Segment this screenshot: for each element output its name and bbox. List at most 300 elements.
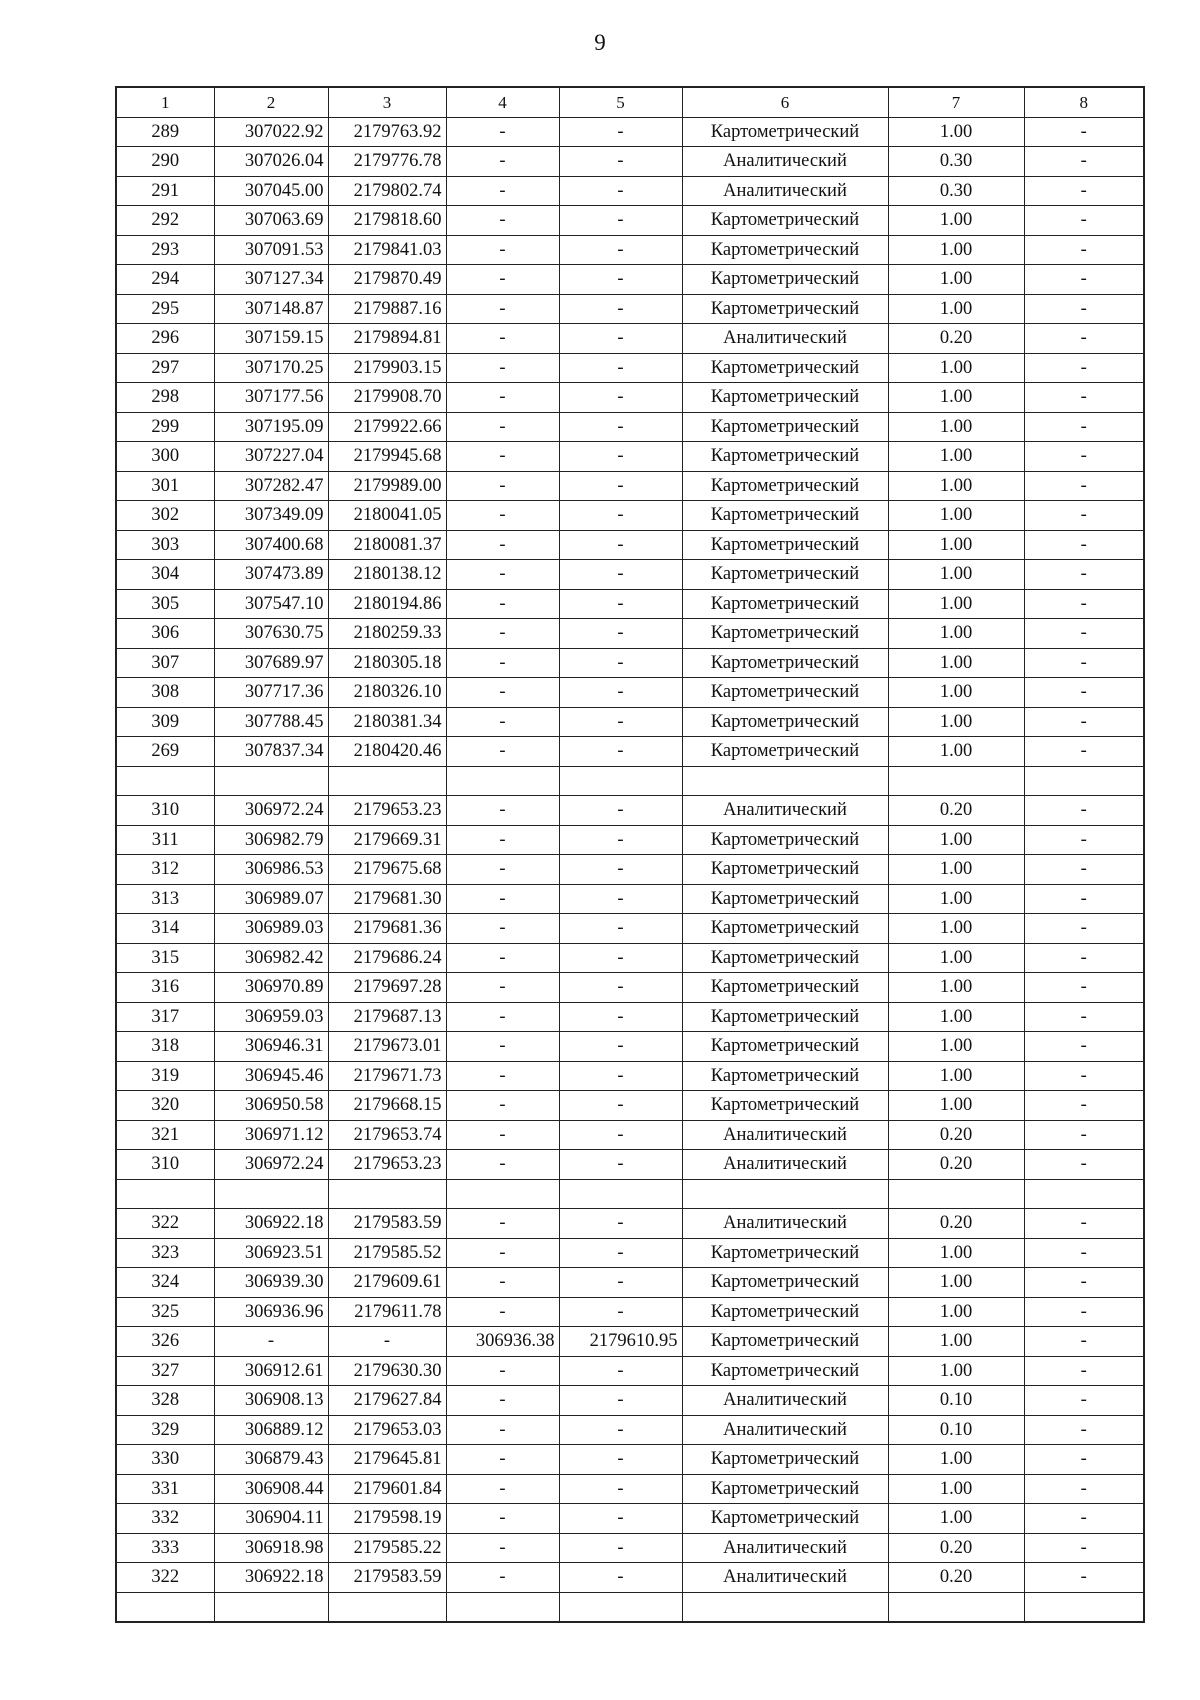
table-row [116, 324, 1144, 354]
x-alt-cell: - [446, 1356, 559, 1386]
table-row [116, 707, 1144, 737]
point-number-cell: 293 [116, 235, 214, 265]
description-cell: - [1024, 1002, 1144, 1032]
table-row [116, 796, 1144, 826]
method-cell: Картометрический [682, 1032, 888, 1062]
x-alt-cell: - [446, 442, 559, 472]
description-cell: - [1024, 825, 1144, 855]
accuracy-cell: 1.00 [888, 265, 1024, 295]
y-alt-cell: - [559, 530, 682, 560]
x-coordinate-cell: 307837.34 [214, 737, 328, 767]
y-alt-cell: - [559, 1533, 682, 1563]
description-cell: - [1024, 943, 1144, 973]
table-row [116, 1327, 1144, 1357]
x-coordinate-cell: 307063.69 [214, 206, 328, 236]
method-cell: Картометрический [682, 560, 888, 590]
y-coordinate-cell: 2179697.28 [328, 973, 446, 1003]
method-cell: Аналитический [682, 147, 888, 177]
y-alt-cell: - [559, 1209, 682, 1239]
x-alt-cell: - [446, 943, 559, 973]
x-coordinate-cell: 306950.58 [214, 1091, 328, 1121]
point-number-cell: 321 [116, 1120, 214, 1150]
x-coordinate-cell: 306972.24 [214, 796, 328, 826]
x-alt-cell: - [446, 619, 559, 649]
description-cell: - [1024, 353, 1144, 383]
method-cell: Картометрический [682, 943, 888, 973]
x-coordinate-cell [214, 1592, 328, 1622]
x-alt-cell: - [446, 235, 559, 265]
table-header-row [116, 87, 1144, 117]
method-cell: Аналитический [682, 1150, 888, 1180]
y-alt-cell: - [559, 737, 682, 767]
method-cell: Картометрический [682, 1474, 888, 1504]
x-coordinate-cell: 307045.00 [214, 176, 328, 206]
description-cell: - [1024, 471, 1144, 501]
x-coordinate-cell: 306904.11 [214, 1504, 328, 1534]
x-coordinate-cell: 307630.75 [214, 619, 328, 649]
accuracy-cell: 0.20 [888, 1120, 1024, 1150]
x-alt-cell: - [446, 1474, 559, 1504]
table-row [116, 1297, 1144, 1327]
accuracy-cell: 1.00 [888, 353, 1024, 383]
x-alt-cell: - [446, 206, 559, 236]
y-coordinate-cell: 2179675.68 [328, 855, 446, 885]
x-alt-cell: - [446, 1032, 559, 1062]
method-cell: Картометрический [682, 294, 888, 324]
x-alt-cell: - [446, 383, 559, 413]
accuracy-cell: 0.10 [888, 1415, 1024, 1445]
y-coordinate-cell: 2180194.86 [328, 589, 446, 619]
description-cell: - [1024, 1238, 1144, 1268]
point-number-cell: 320 [116, 1091, 214, 1121]
x-coordinate-cell: 307159.15 [214, 324, 328, 354]
table-row [116, 235, 1144, 265]
y-coordinate-cell: 2179687.13 [328, 1002, 446, 1032]
y-alt-cell: - [559, 1238, 682, 1268]
description-cell: - [1024, 1533, 1144, 1563]
point-number-cell: 323 [116, 1238, 214, 1268]
table-row [116, 560, 1144, 590]
table-row [116, 1120, 1144, 1150]
point-number-cell: 292 [116, 206, 214, 236]
y-alt-cell [559, 1179, 682, 1209]
table-row [116, 1032, 1144, 1062]
accuracy-cell: 1.00 [888, 1091, 1024, 1121]
accuracy-cell: 1.00 [888, 1474, 1024, 1504]
x-alt-cell: - [446, 471, 559, 501]
point-number-cell [116, 766, 214, 796]
column-header: 8 [1024, 87, 1144, 117]
description-cell: - [1024, 678, 1144, 708]
x-alt-cell: - [446, 294, 559, 324]
column-header: 2 [214, 87, 328, 117]
y-alt-cell: - [559, 147, 682, 177]
y-alt-cell: - [559, 1091, 682, 1121]
description-cell: - [1024, 117, 1144, 147]
y-coordinate-cell: 2179668.15 [328, 1091, 446, 1121]
y-alt-cell: - [559, 471, 682, 501]
description-cell: - [1024, 1386, 1144, 1416]
x-alt-cell: - [446, 796, 559, 826]
accuracy-cell: 1.00 [888, 1061, 1024, 1091]
y-alt-cell: - [559, 707, 682, 737]
x-coordinate-cell: 306986.53 [214, 855, 328, 885]
x-coordinate-cell: 307195.09 [214, 412, 328, 442]
description-cell: - [1024, 648, 1144, 678]
column-header: 4 [446, 87, 559, 117]
x-alt-cell: - [446, 589, 559, 619]
x-coordinate-cell: 306982.42 [214, 943, 328, 973]
method-cell [682, 1179, 888, 1209]
y-alt-cell: - [559, 1002, 682, 1032]
x-coordinate-cell: 306989.03 [214, 914, 328, 944]
x-alt-cell: - [446, 825, 559, 855]
y-coordinate-cell: 2179653.23 [328, 796, 446, 826]
y-coordinate-cell: 2179583.59 [328, 1209, 446, 1239]
x-alt-cell: - [446, 1533, 559, 1563]
method-cell: Картометрический [682, 1445, 888, 1475]
description-cell: - [1024, 1061, 1144, 1091]
accuracy-cell: 1.00 [888, 707, 1024, 737]
x-coordinate-cell: 306982.79 [214, 825, 328, 855]
point-number-cell: 311 [116, 825, 214, 855]
y-alt-cell: - [559, 943, 682, 973]
y-alt-cell: - [559, 1356, 682, 1386]
y-coordinate-cell: 2180305.18 [328, 648, 446, 678]
x-alt-cell: - [446, 914, 559, 944]
x-coordinate-cell: 307026.04 [214, 147, 328, 177]
x-coordinate-cell: 307091.53 [214, 235, 328, 265]
point-number-cell: 269 [116, 737, 214, 767]
y-coordinate-cell: 2179673.01 [328, 1032, 446, 1062]
x-coordinate-cell: 307177.56 [214, 383, 328, 413]
y-coordinate-cell: 2179686.24 [328, 943, 446, 973]
point-number-cell: 324 [116, 1268, 214, 1298]
x-alt-cell: - [446, 973, 559, 1003]
description-cell: - [1024, 1297, 1144, 1327]
y-alt-cell: - [559, 648, 682, 678]
x-coordinate-cell: 307689.97 [214, 648, 328, 678]
table-row [116, 1150, 1144, 1180]
table-row [116, 1474, 1144, 1504]
point-number-cell: 331 [116, 1474, 214, 1504]
x-coordinate-cell: 307148.87 [214, 294, 328, 324]
table-row [116, 1563, 1144, 1593]
table-row [116, 147, 1144, 177]
x-alt-cell: - [446, 1091, 559, 1121]
point-number-cell [116, 1179, 214, 1209]
method-cell: Картометрический [682, 1356, 888, 1386]
y-coordinate-cell: 2179681.36 [328, 914, 446, 944]
accuracy-cell: 1.00 [888, 501, 1024, 531]
y-alt-cell [559, 766, 682, 796]
description-cell: - [1024, 1209, 1144, 1239]
y-coordinate-cell: 2179903.15 [328, 353, 446, 383]
accuracy-cell: 1.00 [888, 294, 1024, 324]
x-alt-cell: 306936.38 [446, 1327, 559, 1357]
description-cell: - [1024, 442, 1144, 472]
y-coordinate-cell [328, 1179, 446, 1209]
accuracy-cell [888, 1592, 1024, 1622]
table-row [116, 855, 1144, 885]
point-number-cell: 317 [116, 1002, 214, 1032]
accuracy-cell: 1.00 [888, 117, 1024, 147]
description-cell: - [1024, 1120, 1144, 1150]
accuracy-cell: 1.00 [888, 412, 1024, 442]
table-row [116, 678, 1144, 708]
accuracy-cell: 1.00 [888, 884, 1024, 914]
table-row [116, 1091, 1144, 1121]
table-row [116, 412, 1144, 442]
accuracy-cell: 1.00 [888, 914, 1024, 944]
table-row [116, 1445, 1144, 1475]
x-coordinate-cell: 306946.31 [214, 1032, 328, 1062]
method-cell: Картометрический [682, 825, 888, 855]
description-cell: - [1024, 589, 1144, 619]
x-coordinate-cell: - [214, 1327, 328, 1357]
accuracy-cell: 1.00 [888, 648, 1024, 678]
table-row [116, 1002, 1144, 1032]
y-coordinate-cell: 2179681.30 [328, 884, 446, 914]
accuracy-cell: 0.20 [888, 796, 1024, 826]
method-cell: Картометрический [682, 855, 888, 885]
y-alt-cell: - [559, 825, 682, 855]
method-cell [682, 1592, 888, 1622]
x-coordinate-cell [214, 766, 328, 796]
y-coordinate-cell: 2179870.49 [328, 265, 446, 295]
point-number-cell: 313 [116, 884, 214, 914]
description-cell: - [1024, 1504, 1144, 1534]
x-coordinate-cell: 307282.47 [214, 471, 328, 501]
y-coordinate-cell: 2179887.16 [328, 294, 446, 324]
accuracy-cell: 0.30 [888, 147, 1024, 177]
point-number-cell: 322 [116, 1563, 214, 1593]
description-cell: - [1024, 530, 1144, 560]
point-number-cell: 327 [116, 1356, 214, 1386]
point-number-cell: 294 [116, 265, 214, 295]
method-cell: Картометрический [682, 678, 888, 708]
y-alt-cell: - [559, 206, 682, 236]
point-number-cell: 290 [116, 147, 214, 177]
table-row [116, 1238, 1144, 1268]
accuracy-cell: 1.00 [888, 1268, 1024, 1298]
point-number-cell: 329 [116, 1415, 214, 1445]
x-coordinate-cell: 307400.68 [214, 530, 328, 560]
x-alt-cell: - [446, 1209, 559, 1239]
point-number-cell: 332 [116, 1504, 214, 1534]
accuracy-cell: 1.00 [888, 855, 1024, 885]
x-alt-cell: - [446, 1297, 559, 1327]
table-row [116, 117, 1144, 147]
y-alt-cell: - [559, 678, 682, 708]
y-alt-cell: - [559, 412, 682, 442]
method-cell: Картометрический [682, 619, 888, 649]
y-alt-cell: - [559, 1061, 682, 1091]
point-number-cell: 301 [116, 471, 214, 501]
table-row [116, 1209, 1144, 1239]
x-coordinate-cell: 306918.98 [214, 1533, 328, 1563]
method-cell: Картометрический [682, 589, 888, 619]
description-cell: - [1024, 796, 1144, 826]
point-number-cell: 318 [116, 1032, 214, 1062]
accuracy-cell: 1.00 [888, 678, 1024, 708]
accuracy-cell: 0.20 [888, 324, 1024, 354]
accuracy-cell: 1.00 [888, 206, 1024, 236]
y-coordinate-cell: 2179945.68 [328, 442, 446, 472]
y-alt-cell: - [559, 1445, 682, 1475]
table-row [116, 737, 1144, 767]
x-coordinate-cell: 306936.96 [214, 1297, 328, 1327]
point-number-cell: 308 [116, 678, 214, 708]
x-alt-cell: - [446, 412, 559, 442]
column-header: 5 [559, 87, 682, 117]
point-number-cell: 319 [116, 1061, 214, 1091]
x-alt-cell: - [446, 265, 559, 295]
y-coordinate-cell: 2179585.22 [328, 1533, 446, 1563]
x-coordinate-cell: 306971.12 [214, 1120, 328, 1150]
y-coordinate-cell: 2179645.81 [328, 1445, 446, 1475]
accuracy-cell: 1.00 [888, 737, 1024, 767]
table-row [116, 589, 1144, 619]
accuracy-cell: 1.00 [888, 1356, 1024, 1386]
x-alt-cell: - [446, 147, 559, 177]
description-cell: - [1024, 1091, 1144, 1121]
accuracy-cell: 1.00 [888, 1445, 1024, 1475]
x-coordinate-cell: 306945.46 [214, 1061, 328, 1091]
description-cell: - [1024, 1356, 1144, 1386]
y-alt-cell: - [559, 973, 682, 1003]
y-alt-cell: - [559, 1120, 682, 1150]
x-alt-cell: - [446, 1504, 559, 1534]
description-cell [1024, 766, 1144, 796]
description-cell: - [1024, 206, 1144, 236]
table-row [116, 1533, 1144, 1563]
x-coordinate-cell: 306923.51 [214, 1238, 328, 1268]
y-alt-cell: - [559, 589, 682, 619]
description-cell: - [1024, 1268, 1144, 1298]
accuracy-cell: 1.00 [888, 1238, 1024, 1268]
y-coordinate-cell: 2179653.23 [328, 1150, 446, 1180]
x-alt-cell: - [446, 530, 559, 560]
x-coordinate-cell: 306922.18 [214, 1209, 328, 1239]
x-alt-cell: - [446, 176, 559, 206]
accuracy-cell: 1.00 [888, 560, 1024, 590]
point-number-cell: 328 [116, 1386, 214, 1416]
y-coordinate-cell [328, 1592, 446, 1622]
accuracy-cell [888, 766, 1024, 796]
x-coordinate-cell: 306989.07 [214, 884, 328, 914]
x-alt-cell [446, 1592, 559, 1622]
method-cell: Картометрический [682, 1091, 888, 1121]
page-number: 9 [594, 30, 606, 55]
point-number-cell: 312 [116, 855, 214, 885]
point-number-cell: 316 [116, 973, 214, 1003]
x-alt-cell: - [446, 678, 559, 708]
description-cell: - [1024, 619, 1144, 649]
accuracy-cell: 0.10 [888, 1386, 1024, 1416]
point-number-cell: 326 [116, 1327, 214, 1357]
point-number-cell: 302 [116, 501, 214, 531]
y-coordinate-cell: 2180041.05 [328, 501, 446, 531]
y-coordinate-cell: 2179776.78 [328, 147, 446, 177]
y-coordinate-cell: 2179841.03 [328, 235, 446, 265]
point-number-cell: 315 [116, 943, 214, 973]
method-cell: Картометрический [682, 265, 888, 295]
accuracy-cell: 1.00 [888, 943, 1024, 973]
y-coordinate-cell: 2179802.74 [328, 176, 446, 206]
y-alt-cell: - [559, 914, 682, 944]
y-coordinate-cell: 2179630.30 [328, 1356, 446, 1386]
table-separator-row [116, 1592, 1144, 1622]
table-row [116, 914, 1144, 944]
description-cell: - [1024, 1150, 1144, 1180]
method-cell: Картометрический [682, 914, 888, 944]
accuracy-cell: 1.00 [888, 383, 1024, 413]
x-coordinate-cell: 307717.36 [214, 678, 328, 708]
x-coordinate-cell: 306959.03 [214, 1002, 328, 1032]
description-cell: - [1024, 176, 1144, 206]
method-cell: Картометрический [682, 501, 888, 531]
accuracy-cell: 1.00 [888, 471, 1024, 501]
x-alt-cell: - [446, 1150, 559, 1180]
table-row [116, 206, 1144, 236]
table-row [116, 530, 1144, 560]
point-number-cell: 300 [116, 442, 214, 472]
x-coordinate-cell: 307022.92 [214, 117, 328, 147]
y-alt-cell: - [559, 1032, 682, 1062]
y-coordinate-cell: 2180259.33 [328, 619, 446, 649]
y-coordinate-cell: 2179763.92 [328, 117, 446, 147]
point-number-cell: 309 [116, 707, 214, 737]
accuracy-cell: 1.00 [888, 235, 1024, 265]
table-separator-row [116, 1179, 1144, 1209]
method-cell: Аналитический [682, 1209, 888, 1239]
y-coordinate-cell: 2180326.10 [328, 678, 446, 708]
y-alt-cell: - [559, 294, 682, 324]
description-cell: - [1024, 383, 1144, 413]
description-cell: - [1024, 855, 1144, 885]
point-number-cell: 307 [116, 648, 214, 678]
description-cell [1024, 1592, 1144, 1622]
y-alt-cell: - [559, 265, 682, 295]
description-cell: - [1024, 147, 1144, 177]
method-cell: Картометрический [682, 471, 888, 501]
method-cell: Картометрический [682, 1297, 888, 1327]
y-alt-cell: - [559, 176, 682, 206]
y-coordinate-cell: 2179598.19 [328, 1504, 446, 1534]
method-cell: Картометрический [682, 973, 888, 1003]
method-cell: Аналитический [682, 324, 888, 354]
x-alt-cell [446, 1179, 559, 1209]
point-number-cell: 295 [116, 294, 214, 324]
table-row [116, 353, 1144, 383]
y-alt-cell: - [559, 884, 682, 914]
y-alt-cell: - [559, 619, 682, 649]
x-alt-cell: - [446, 1268, 559, 1298]
accuracy-cell: 1.00 [888, 1032, 1024, 1062]
point-number-cell [116, 1592, 214, 1622]
y-coordinate-cell: 2180381.34 [328, 707, 446, 737]
x-coordinate-cell: 306922.18 [214, 1563, 328, 1593]
description-cell: - [1024, 1032, 1144, 1062]
x-alt-cell: - [446, 501, 559, 531]
method-cell: Картометрический [682, 648, 888, 678]
point-number-cell: 304 [116, 560, 214, 590]
y-alt-cell: - [559, 1563, 682, 1593]
accuracy-cell: 0.30 [888, 176, 1024, 206]
point-number-cell: 297 [116, 353, 214, 383]
point-number-cell: 333 [116, 1533, 214, 1563]
